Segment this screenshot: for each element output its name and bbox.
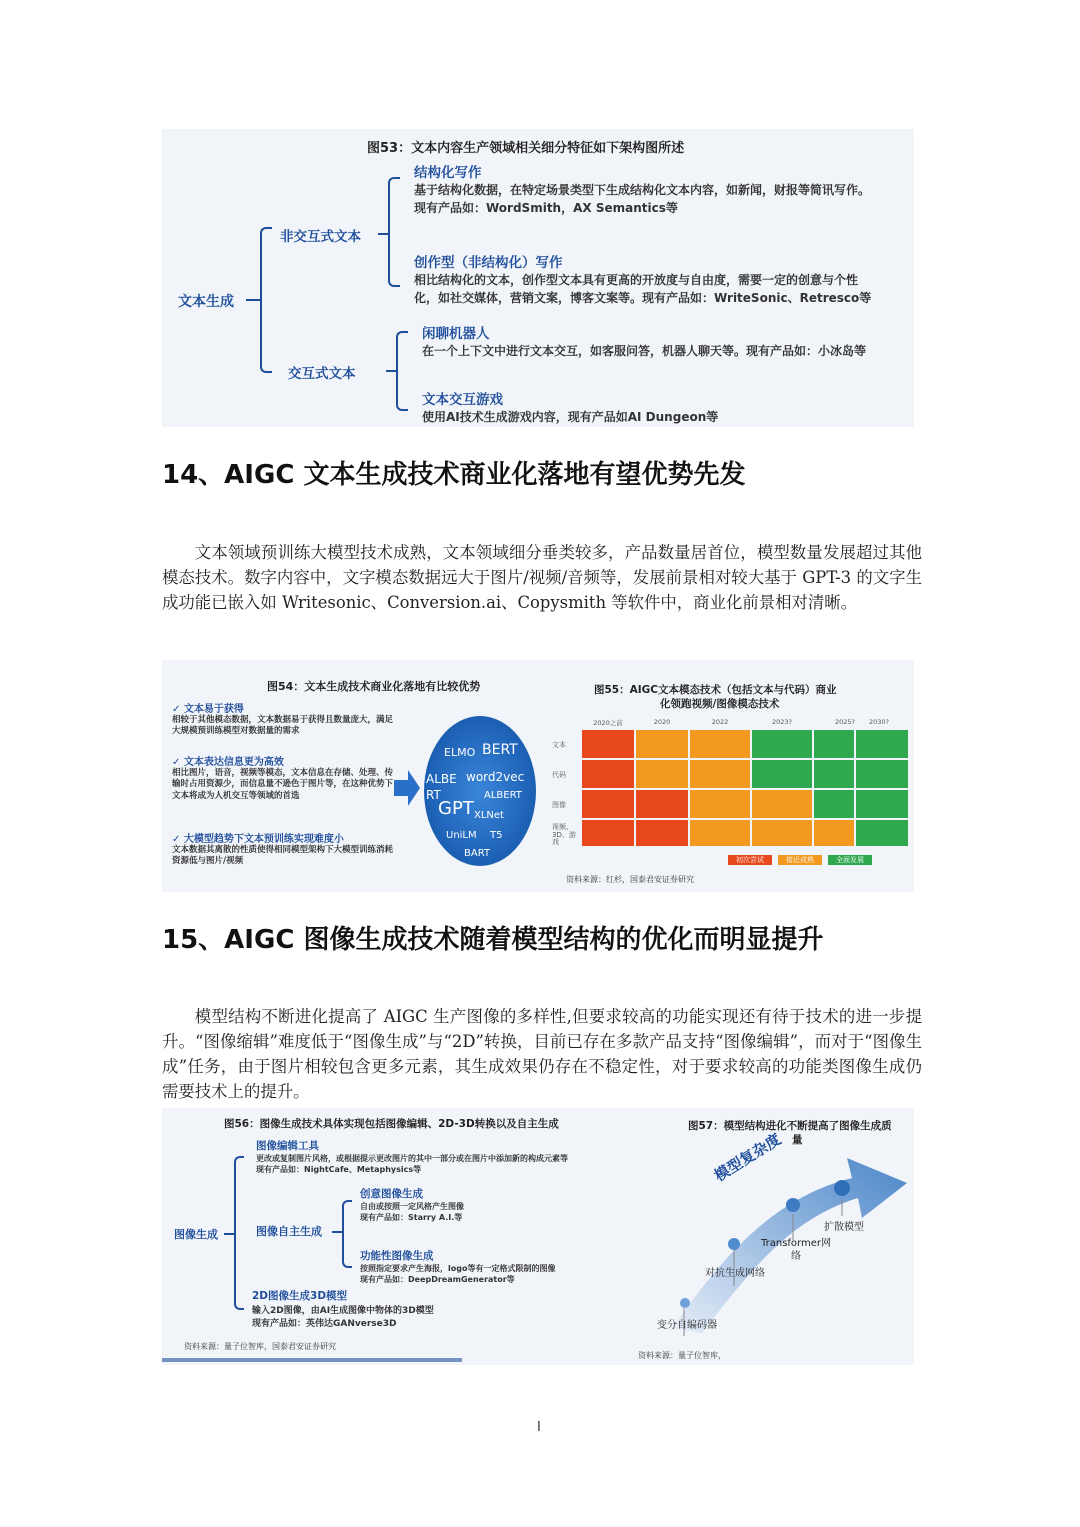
leaf-line: 现有产品如：DeepDreamGenerator等 <box>360 1275 515 1284</box>
leaf-line: 使用AI技术生成游戏内容，现有产品如AI Dungeon等 <box>422 410 719 424</box>
leaf-chatbot <box>422 322 908 360</box>
figure-57-title-line1: 图57：模型结构进化不断提高了图像生成质 <box>688 1120 892 1132</box>
grid-cell <box>582 820 634 846</box>
year-header: 2030? <box>869 718 889 726</box>
figure-56-bottom-bar <box>162 1358 462 1362</box>
figure-56-title: 图56：图像生成技术具体实现包括图像编辑、2D-3D转换以及自主生成 <box>224 1118 559 1130</box>
item-title: ✓ 文本易于获得 <box>172 704 244 715</box>
grid-cell <box>582 760 634 788</box>
stage-label: 对抗生成网络 <box>705 1268 765 1279</box>
leaf-line: 化，如社交媒体，营销文案，博客文案等。现有产品如：WriteSonic、Retresco等 <box>414 291 872 305</box>
root-connector <box>246 299 260 301</box>
model-name: XLNet <box>474 810 504 821</box>
leaf-creative-writing <box>414 251 904 307</box>
root-node: 文本生成 <box>178 294 234 310</box>
row-label: 代码 <box>552 771 566 779</box>
leaf-line: 现有产品如：Starry A.I.等 <box>360 1213 463 1222</box>
item-title: ✓ 文本表达信息更为高效 <box>172 757 284 768</box>
fig56-middle-connector <box>332 1231 342 1233</box>
figure-53-title: 图53：文本内容生产领域相关细分特征如下架构图所述 <box>367 141 685 156</box>
branch1-bracket <box>388 177 400 287</box>
figure-54-title: 图54：文本生成技术商业化落地有比较优势 <box>267 680 481 693</box>
stage-label: 变分自编码器 <box>657 1320 717 1331</box>
leaf-structured-writing <box>414 161 904 217</box>
model-name: RT <box>426 788 441 802</box>
model-name: T5 <box>490 830 503 841</box>
year-header: 2023? <box>772 718 792 726</box>
grid-cell <box>636 820 688 846</box>
grid-cell <box>752 760 812 788</box>
leaf-line: 自由或按照一定风格产生图像 <box>360 1202 464 1211</box>
grid-cell <box>856 760 908 788</box>
figure-53 <box>162 129 914 427</box>
figure-54-55 <box>162 660 914 892</box>
fig54-item-2 <box>172 753 397 802</box>
grid-cell <box>636 790 688 818</box>
legend-chip: 全面发展 <box>828 855 872 865</box>
figure-57-source: 资料来源：量子位智库， <box>638 1351 726 1360</box>
grid-cell <box>856 730 908 758</box>
grid-cell <box>636 760 688 788</box>
paragraph-text: 模型结构不断进化提高了 AIGC 生产图像的多样性,但要求较高的功能实现还有待于技术的进一步提升。“图像缩辑”难度低于“图像生成”与“2D”转换，目前已存在多款产品支持“图像编辑”，而对于“图像生成”任务，由于图片相较包含更多元素，其生成效果仍存在不稳定性，对于要求较高的功能类图像生成仍需要技术上的提升。 <box>162 1007 922 1101</box>
grid-cell <box>856 790 908 818</box>
section-14-heading: 14、AIGC 文本生成技术商业化落地有望优势先发 <box>162 460 746 490</box>
fig56-leaf-functional <box>360 1248 680 1285</box>
paragraph-text: 文本领域预训练大模型技术成熟，文本领域细分垂类较多，产品数量居首位，模型数量发展超过其他模态技术。数字内容中，文字模态数据远大于图片/视频/音频等，发展前景相对较大基于 GPT-3 的文字生成功能已嵌入如 Writesonic、Conversion.ai、Copysmith 等软件中，商业化前景相对清晰。 <box>162 543 922 612</box>
grid-cell <box>752 790 812 818</box>
fig54-item-1 <box>172 700 397 738</box>
root-bracket <box>260 227 272 373</box>
row-label: 视频、3D、游戏 <box>552 823 576 847</box>
fig56-root-connector <box>224 1233 234 1235</box>
leaf-line: 现有产品如：NightCafe、Metaphysics等 <box>256 1165 422 1174</box>
item-title: ✓ 大模型趋势下文本预训练实现难度小 <box>172 834 344 845</box>
section-15-paragraph <box>162 1004 922 1104</box>
leaf-title: 图像编辑工具 <box>256 1140 319 1152</box>
leaf-title: 闲聊机器人 <box>422 326 490 342</box>
section-14-paragraph <box>162 540 922 615</box>
stage-label: Transformer网络 <box>760 1238 831 1262</box>
grid-cell <box>636 730 688 758</box>
branch2-bracket <box>396 331 408 411</box>
leaf-line: 现有产品如：WordSmith，AX Semantics等 <box>414 201 678 215</box>
year-header: 2025? <box>835 718 855 726</box>
fig56-root: 图像生成 <box>174 1228 218 1241</box>
leaf-line: 在一个上下文中进行文本交互，如客服问答，机器人聊天等。现有产品如：小冰岛等 <box>422 344 867 358</box>
grid-cell <box>752 730 812 758</box>
row-label: 图像 <box>552 801 566 809</box>
branch2-connector <box>386 370 396 372</box>
model-name: UniLM <box>446 830 477 841</box>
fig56-middle: 图像自主生成 <box>256 1225 322 1238</box>
fig56-leaf-3d <box>252 1288 572 1329</box>
stage-dot <box>786 1198 800 1212</box>
grid-cell <box>814 730 854 758</box>
grid-cell <box>690 760 750 788</box>
figure-55-title-line2: 化领跑视频/图像模态技术 <box>660 698 780 710</box>
grid-cell <box>752 820 812 846</box>
fig54-arrow-icon <box>394 768 420 808</box>
figure-57-title-line2: 量 <box>792 1134 803 1146</box>
model-name: ELMO <box>444 746 476 759</box>
year-header: 2022 <box>711 718 729 726</box>
leaf-title: 2D图像生成3D模型 <box>252 1290 348 1302</box>
item-text: 相较于其他模态数据，文本数据易于获得且数量庞大，满足大规模预训练模型对数据量的需求 <box>172 715 394 737</box>
item-text: 文本数据其离散的性质使得相同模型架构下大模型训练消耗资源低与图片/视频 <box>172 845 394 867</box>
model-name: ALBE <box>426 772 457 786</box>
fig56-root-bracket <box>234 1156 244 1310</box>
complexity-label: 模型复杂度 <box>711 1129 785 1185</box>
leaf-line: 相比结构化的文本，创作型文本具有更高的开放度与自由度，需要一定的创意与个性 <box>414 273 859 287</box>
leaf-title: 文本交互游戏 <box>422 392 503 408</box>
grid-cell <box>690 790 750 818</box>
tech-grid <box>582 730 912 848</box>
figure-56-source: 资料来源：量子位智库，国泰君安证券研究 <box>184 1342 336 1351</box>
grid-cell <box>814 820 854 846</box>
model-name: word2vec <box>466 770 525 784</box>
leaf-title: 结构化写作 <box>414 165 482 181</box>
grid-cell <box>582 790 634 818</box>
figure-55-title-line1: 图55：AIGC文本模态技术（包括文本与代码）商业 <box>594 684 837 696</box>
fig56-middle-bracket <box>342 1200 352 1268</box>
leaf-title: 功能性图像生成 <box>360 1250 434 1262</box>
stage-dot <box>680 1298 690 1308</box>
leaf-line: 基于结构化数据，在特定场景类型下生成结构化文本内容，如新闻，财报等简讯写作。 <box>414 183 871 197</box>
grid-cell <box>814 790 854 818</box>
year-header: 2020之前 <box>593 719 623 727</box>
stage-dot <box>728 1238 740 1250</box>
leaf-line: 现有产品如：英伟达GANverse3D <box>252 1319 397 1329</box>
leaf-title: 创作型（非结构化）写作 <box>414 255 563 271</box>
section-15-heading: 15、AIGC 图像生成技术随着模型结构的优化而明显提升 <box>162 925 824 955</box>
item-text: 相比图片，语音，视频等模态，文本信息在存储、处理、传输时占用资源少，而信息量不逊色于图片等，在这种优势下文本将成为人机交互等领域的首选 <box>172 768 394 801</box>
legend-chip: 初次尝试 <box>728 855 772 865</box>
figure-56-57 <box>162 1108 914 1365</box>
legend-chip: 接近成熟 <box>778 855 822 865</box>
branch-interactive: 交互式文本 <box>288 366 356 382</box>
stage-dot <box>834 1180 850 1196</box>
grid-cell <box>690 730 750 758</box>
grid-cell <box>582 730 634 758</box>
grid-cell <box>856 820 908 846</box>
grid-cell <box>814 760 854 788</box>
leaf-text-game <box>422 388 908 426</box>
row-label: 文本 <box>552 741 566 749</box>
model-name: ALBERT <box>484 790 522 801</box>
leaf-line: 按照指定要求产生海报，logo等有一定格式限制的图像 <box>360 1264 556 1273</box>
fig54-item-3 <box>172 830 397 868</box>
leaf-line: 更改或复制图片风格，或根据提示更改图片的其中一部分或在图片中添加新的构成元素等 <box>256 1154 568 1163</box>
branch-non-interactive: 非交互式文本 <box>280 229 361 245</box>
figure-55-source: 资料来源：红杉，国泰君安证券研究 <box>566 875 694 884</box>
year-header: 2020 <box>653 718 671 726</box>
fig56-leaf-edit <box>256 1138 696 1175</box>
grid-cell <box>690 820 750 846</box>
leaf-line: 输入2D图像，由AI生成图像中物体的3D模型 <box>252 1306 434 1316</box>
model-name: GPT <box>438 798 474 819</box>
branch1-connector <box>378 233 388 235</box>
model-name: BART <box>464 848 491 859</box>
stage-label: 扩散模型 <box>824 1222 864 1233</box>
fig56-leaf-creative <box>360 1186 660 1223</box>
model-name: BERT <box>482 742 518 758</box>
leaf-title: 创意图像生成 <box>360 1188 423 1200</box>
page-number: I <box>537 1420 541 1435</box>
